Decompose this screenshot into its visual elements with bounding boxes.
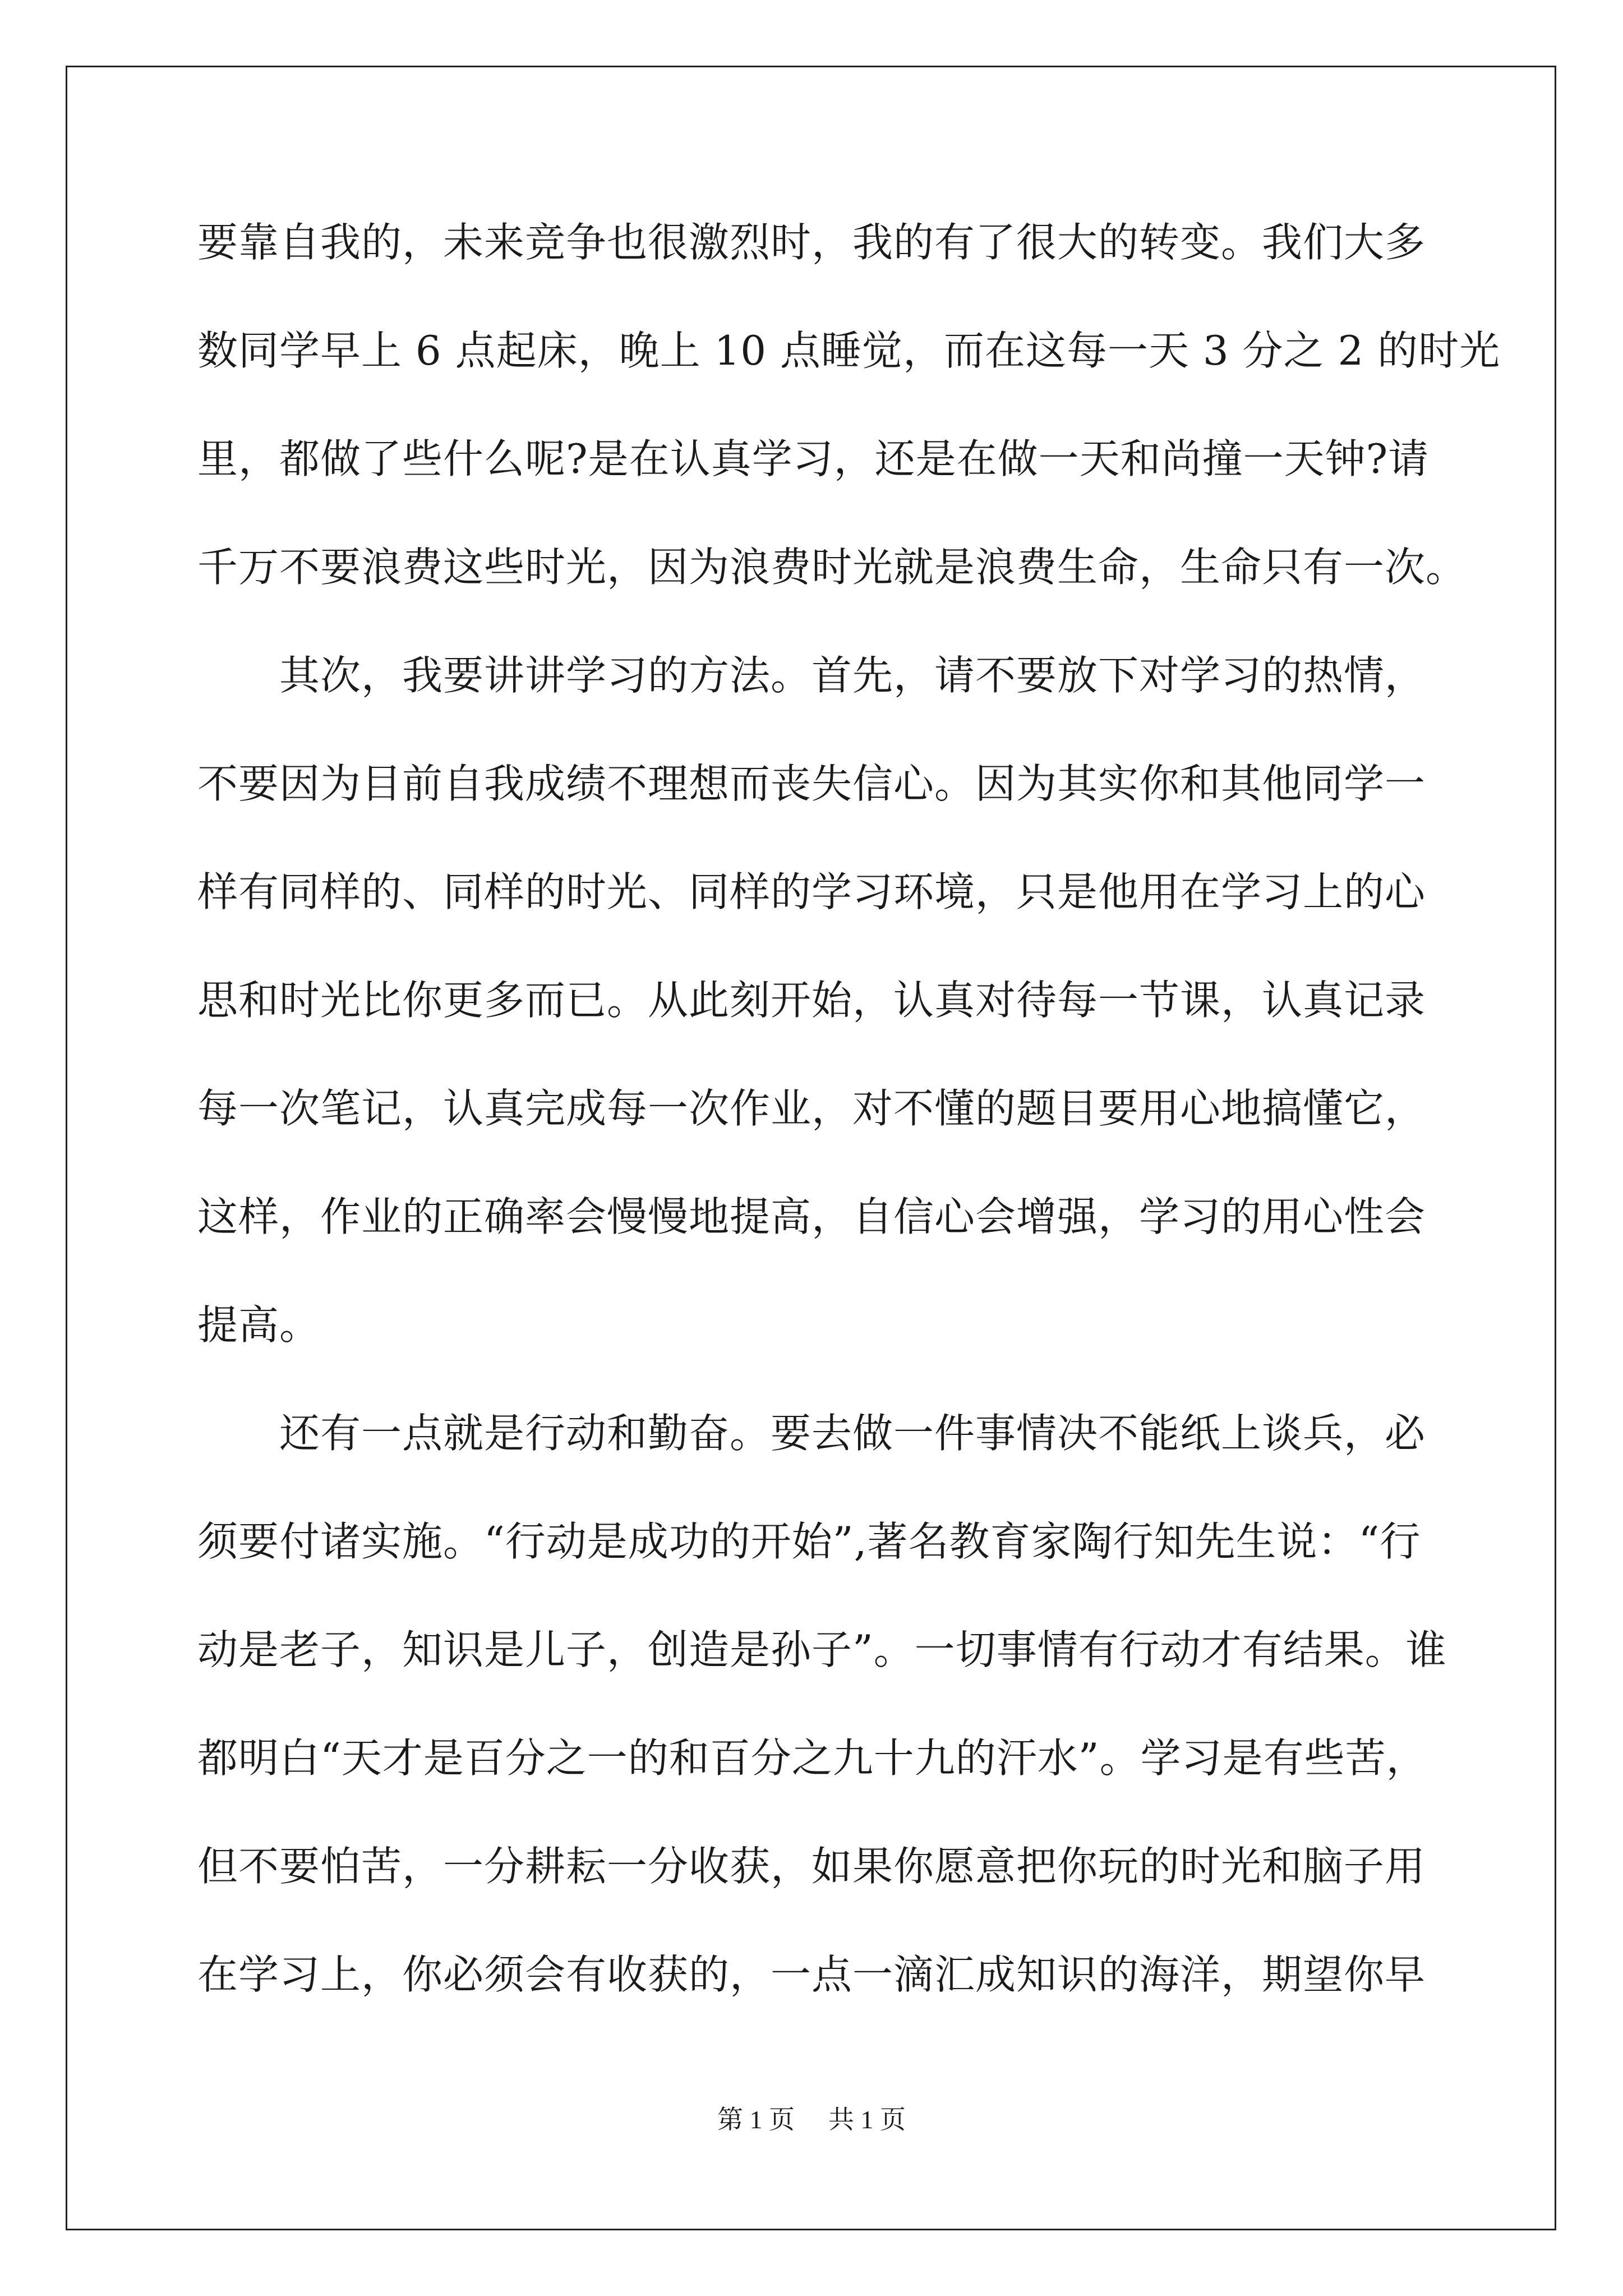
text-line: 数同学早上 6 点起床，晚上 10 点睡觉，而在这每一天 3 分之 2 的时光 <box>197 327 1501 374</box>
text-line: 要靠自我的，未来竞争也很激烈时，我的有了很大的转变。我们大多 <box>197 219 1426 266</box>
text-line: 须要付诸实施。“行动是成功的开始”,著名教育家陶行知先生说：“行 <box>197 1518 1421 1565</box>
text-line: 在学习上，你必须会有收获的，一点一滴汇成知识的海洋，期望你早 <box>197 1951 1426 1998</box>
text-line: 还有一点就是行动和勤奋。要去做一件事情决不能纸上谈兵，必 <box>197 1410 1426 1457</box>
text-line: 里，都做了些什么呢?是在认真学习，还是在做一天和尚撞一天钟?请 <box>197 435 1430 482</box>
text-line: 动是老子，知识是儿子，创造是孙子”。一切事情有行动才有结果。谁 <box>197 1626 1447 1673</box>
text-line: 样有同样的、同样的时光、同样的学习环境，只是他用在学习上的心 <box>197 868 1426 915</box>
text-line: 都明白“天才是百分之一的和百分之九十九的汗水”。学习是有些苦， <box>197 1734 1427 1782</box>
text-line: 提高。 <box>197 1301 321 1349</box>
page-number: 第 1 页 <box>717 2105 795 2134</box>
text-line: 思和时光比你更多而已。从此刻开始，认真对待每一节课，认真记录 <box>197 977 1426 1024</box>
document-body <box>197 210 1501 2051</box>
text-line: 这样，作业的正确率会慢慢地提高，自信心会增强，学习的用心性会 <box>197 1193 1426 1240</box>
text-line: 不要因为目前自我成绩不理想而丧失信心。因为其实你和其他同学一 <box>197 760 1426 807</box>
text-line: 其次，我要讲讲学习的方法。首先，请不要放下对学习的热情， <box>197 652 1426 699</box>
text-line: 每一次笔记，认真完成每一次作业，对不懂的题目要用心地搞懂它， <box>197 1085 1426 1132</box>
text-line: 千万不要浪费这些时光，因为浪费时光就是浪费生命，生命只有一次。 <box>197 544 1467 591</box>
page-footer <box>0 2099 1623 2136</box>
text-line: 但不要怕苦，一分耕耘一分收获，如果你愿意把你玩的时光和脑子用 <box>197 1843 1426 1890</box>
page-total: 共 1 页 <box>828 2105 906 2134</box>
